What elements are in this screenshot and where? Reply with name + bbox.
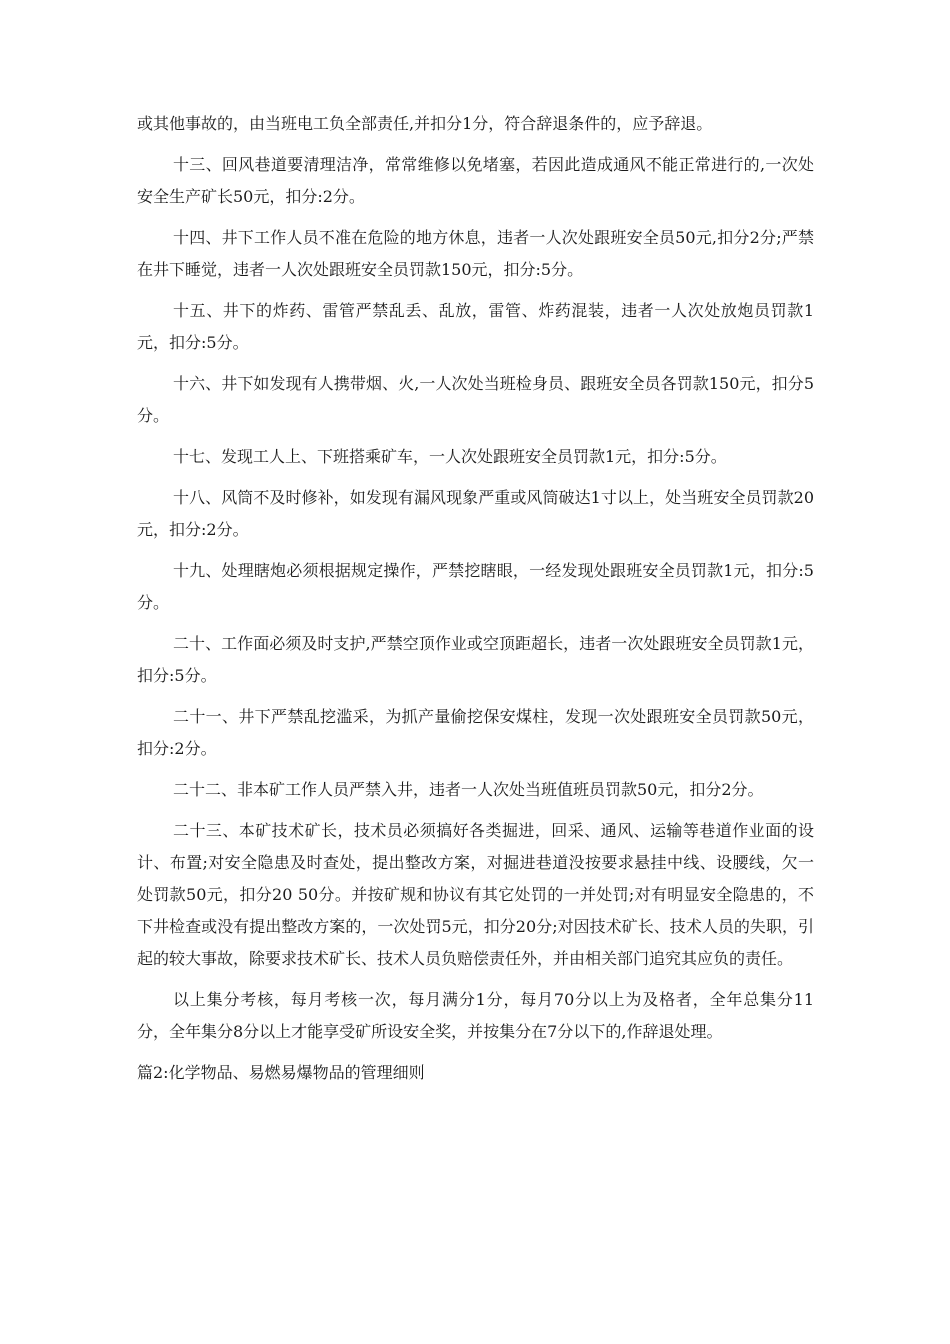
paragraph-item-22: 二十二、非本矿工作人员严禁入井，违者一人次处当班值班员罚款50元，扣分2分。 xyxy=(173,780,764,799)
paragraph-item-16: 十六、井下如发现有人携带烟、火,一人次处当班检身员、跟班安全员各罚款150元，扣分5分。 xyxy=(137,374,814,425)
paragraph-item-13: 十三、回风巷道要清理洁净，常常维修以免堵塞，若因此造成通风不能正常进行的,一次处安全生产矿长50元，扣分:2分。 xyxy=(137,155,814,206)
paragraph-item-14: 十四、井下工作人员不准在危险的地方休息，违者一人次处跟班安全员50元,扣分2分;严禁在井下睡觉，违者一人次处跟班安全员罚款150元，扣分:5分。 xyxy=(137,228,814,279)
paragraph-item-18: 十八、风筒不及时修补，如发现有漏风现象严重或风筒破达1寸以上，处当班安全员罚款20元，扣分:2分。 xyxy=(137,488,814,539)
paragraph-summary: 以上集分考核，每月考核一次，每月满分1分，每月70分以上为及格者，全年总集分11分，全年集分8分以上才能享受矿所设安全奖，并按集分在7分以下的,作辞退处理。 xyxy=(137,990,814,1041)
paragraph-item-19: 十九、处理瞎炮必须根据规定操作，严禁挖瞎眼，一经发现处跟班安全员罚款1元，扣分:5分。 xyxy=(137,561,814,612)
paragraph-item-15: 十五、井下的炸药、雷管严禁乱丢、乱放，雷管、炸药混装，违者一人次处放炮员罚款1元，扣分:5分。 xyxy=(137,301,814,352)
paragraph-item-17: 十七、发现工人上、下班搭乘矿车，一人次处跟班安全员罚款1元，扣分:5分。 xyxy=(173,447,727,466)
section-heading: 篇2:化学物品、易燃易爆物品的管理细则 xyxy=(137,1063,425,1082)
paragraph-item-20: 二十、工作面必须及时支护,严禁空顶作业或空顶距超长，违者一次处跟班安全员罚款1元，扣分:5分。 xyxy=(137,634,814,685)
document-body xyxy=(137,108,814,1089)
paragraph-continuation: 或其他事故的，由当班电工负全部责任,并扣分1分，符合辞退条件的，应予辞退。 xyxy=(137,114,713,133)
paragraph-item-23: 二十三、本矿技术矿长，技术员必须搞好各类掘进，回采、通风、运输等巷道作业面的设计、布置;对安全隐患及时查处，提出整改方案，对掘进巷道没按要求悬挂中线、设腰线，欠一处罚款50元，扣分20 50分。并按矿规和协议有其它处罚的一并处罚;对有明显安全隐患的，不下井检查或没有提出整改方案的，一次处罚5元，扣分20分;对因技术矿长、技术人员的失职，引起的较大事故，除要求技术矿长、技术人员负赔偿责任外，并由相关部门追究其应负的责任。 xyxy=(137,821,814,968)
paragraph-item-21: 二十一、井下严禁乱挖滥采，为抓产量偷挖保安煤柱，发现一次处跟班安全员罚款50元，扣分:2分。 xyxy=(137,707,814,758)
